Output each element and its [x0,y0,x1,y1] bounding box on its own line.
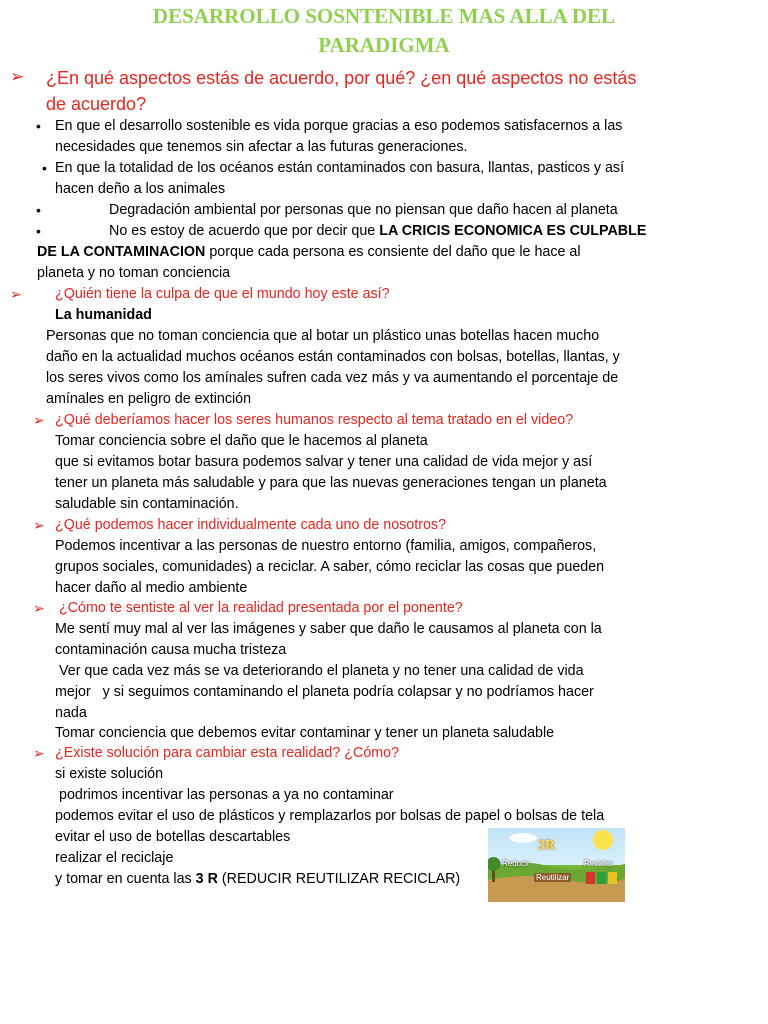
answer-5-line-2: contaminación causa mucha tristeza [55,642,287,658]
answer-2-heading: La humanidad [55,307,152,323]
answer-5-line-6: Tomar conciencia que debemos evitar contaminar y tener un planeta saludable [55,725,555,741]
answer-1-bullet-4-line-3: planeta y no toman conciencia [37,265,231,281]
title-line-1: DESARROLLO SOSNTENIBLE MAS ALLA DEL [152,4,616,28]
bullet-dot-icon: • [36,223,41,239]
question-4: ¿Qué podemos hacer individualmente cada uno de nosotros? [55,517,447,533]
answer-1-bullet-4-line-1 [109,221,646,241]
answer-6-line-6-bold: 3 R [195,871,218,887]
arrow-bullet-icon: ➢ [33,517,45,533]
answer-1-bullet-3: Degradación ambiental por personas que no piensan que daño hacen al planeta [109,202,618,218]
reducir-label: Reducir [502,859,530,868]
question-1-line-1: ¿En qué aspectos estás de acuerdo, por qué? ¿en qué aspectos no estás [46,68,637,88]
three-r-illustration [488,828,625,902]
answer-5-line-5: nada [55,705,87,721]
arrow-bullet-icon: ➢ [10,67,25,86]
reciclar-label: Reciclar [584,859,613,868]
recycle-bin-yellow-icon [608,872,617,884]
answer-4-line-1: Podemos incentivar a las personas de nuestro entorno (familia, amigos, compañeros, [55,538,597,554]
answer-6-line-2: podrimos incentivar las personas a ya no contaminar [59,787,394,803]
question-2: ¿Quién tiene la culpa de que el mundo hoy este así? [55,286,390,302]
answer-1-bullet-4-bold-2: DE LA CONTAMINACION [37,244,206,260]
answer-6-line-1: si existe solución [55,766,164,782]
answer-3-line-3: tener un planeta más saludable y para que las nuevas generaciones tengan un planeta [55,475,607,491]
answer-6-line-4: evitar el uso de botellas descartables [55,829,291,845]
answer-4-line-2: grupos sociales, comunidades) a reciclar. A saber, cómo reciclar las cosas que pueden [55,559,605,575]
three-r-badge: 3R [538,838,556,853]
answer-2-line-4: amínales en peligro de extinción [46,391,252,407]
answer-1-bullet-4-text: No es estoy de acuerdo que por decir que [109,223,380,239]
answer-3-line-2: que si evitamos botar basura podemos salvar y tener una calidad de vida mejor y así [55,454,593,470]
answer-6-line-6-text-2: (REDUCIR REUTILIZAR RECICLAR) [217,871,461,887]
question-6: ¿Existe solución para cambiar esta realidad? ¿Cómo? [55,745,400,761]
answer-2-line-1: Personas que no toman conciencia que al botar un plástico unas botellas hacen mucho [46,328,600,344]
arrow-bullet-icon: ➢ [33,412,45,428]
answer-5-line-1: Me sentí muy mal al ver las imágenes y saber que daño le causamos al planeta con la [55,621,602,637]
answer-1-bullet-1-line-1: En que el desarrollo sostenible es vida porque gracias a eso podemos satisfacernos a las [55,118,623,134]
bullet-dot-icon: • [36,118,41,134]
document-title [60,2,708,60]
arrow-bullet-icon: ➢ [10,286,22,302]
answer-3-line-4: saludable sin contaminación. [55,496,239,512]
answer-2-line-3: los seres vivos como los amínales sufren cada vez más y va aumentando el porcentaje de [46,370,619,386]
answer-1-bullet-2-line-1: En que la totalidad de los océanos están contaminados con basura, llantas, pasticos y así [55,160,625,176]
bullet-dot-icon: • [42,160,47,176]
answer-4-line-3: hacer daño al medio ambiente [55,580,248,596]
answer-1-bullet-4-bold-1: LA CRICIS ECONOMICA ES CULPABLE [379,223,647,239]
answer-6-line-3: podemos evitar el uso de plásticos y remplazarlos por bolsas de papel o bolsas de tela [55,808,605,824]
answer-5-line-3: Ver que cada vez más se va deteriorando el planeta y no tener una calidad de vida [59,663,584,679]
answer-3-line-1: Tomar conciencia sobre el daño que le hacemos al planeta [55,433,428,449]
answer-6-line-6 [55,869,460,889]
question-1-line-2: de acuerdo? [46,94,147,114]
question-5: ¿Cómo te sentiste al ver la realidad presentada por el ponente? [59,600,463,616]
sun-icon [593,830,613,850]
answer-6-line-5: realizar el reciclaje [55,850,174,866]
answer-5-line-4: mejor y si seguimos contaminando el planeta podría colapsar y no podríamos hacer [55,684,594,700]
answer-1-bullet-2-line-2: hacen deño a los animales [55,181,226,197]
question-3: ¿Qué deberíamos hacer los seres humanos respecto al tema tratado en el video? [55,412,574,428]
answer-1-bullet-1-line-2: necesidades que tenemos sin afectar a las futuras generaciones. [55,139,468,155]
answer-2-line-2: daño en la actualidad muchos océanos están contaminados con bolsas, botellas, llantas, y [46,349,620,365]
arrow-bullet-icon: ➢ [33,600,45,616]
recycle-bin-red-icon [586,872,595,884]
cloud-icon [509,833,537,843]
arrow-bullet-icon: ➢ [33,745,45,761]
answer-1-bullet-4-line-2 [37,242,581,262]
recycle-bin-green-icon [597,872,606,884]
title-line-2: PARADIGMA [318,33,450,57]
bullet-dot-icon: • [36,202,41,218]
reutilizar-label: Reutilizar [536,873,570,882]
answer-1-bullet-4-text-2: porque cada persona es consiente del daño que le hace al [205,244,581,260]
answer-6-line-6-text: y tomar en cuenta las [55,871,196,887]
